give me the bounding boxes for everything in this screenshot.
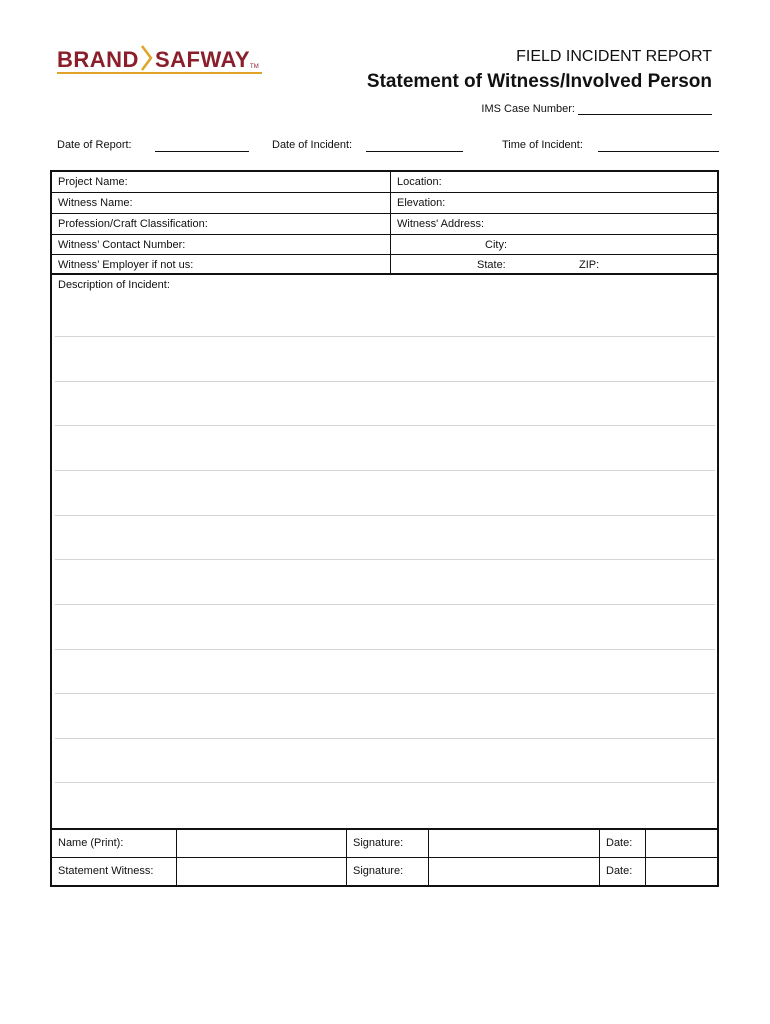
project-name-label: Project Name:: [58, 176, 128, 188]
description-box[interactable]: [50, 274, 719, 830]
date-label-2: Date:: [606, 865, 633, 877]
statement-witness-field[interactable]: [177, 858, 346, 885]
logo-trademark: TM: [250, 64, 259, 70]
writing-line: [55, 649, 715, 650]
signature-label-2: Signature:: [353, 865, 404, 877]
city-label: City:: [485, 239, 507, 251]
form-title: Statement of Witness/Involved Person: [366, 71, 712, 92]
name-print-field[interactable]: [177, 830, 346, 857]
date-of-incident-label: Date of Incident:: [272, 139, 353, 151]
logo-underline: [57, 72, 262, 74]
ims-case-number: [481, 103, 712, 115]
logo-safway-text: SAFWAY: [154, 47, 251, 72]
address-label: Witness' Address:: [397, 218, 485, 230]
date-of-incident-field[interactable]: [366, 151, 463, 152]
project-name-field[interactable]: [52, 172, 390, 192]
brand-logo: [57, 46, 259, 74]
profession-label: Profession/Craft Classification:: [58, 218, 208, 230]
employer-label: Witness’ Employer if not us:: [58, 259, 194, 271]
writing-line: [55, 515, 715, 516]
writing-line: [55, 693, 715, 694]
ims-case-number-field[interactable]: [578, 103, 712, 115]
zip-label: ZIP:: [579, 259, 600, 271]
signature-field-2[interactable]: [429, 858, 599, 885]
contact-number-field[interactable]: [52, 235, 390, 254]
writing-line: [55, 559, 715, 560]
contact-number-label: Witness’ Contact Number:: [58, 239, 186, 251]
signature-field-1[interactable]: [429, 830, 599, 857]
elevation-field[interactable]: [391, 193, 717, 213]
witness-name-label: Witness Name:: [58, 197, 133, 209]
writing-line: [55, 425, 715, 426]
state-label: State:: [477, 259, 506, 271]
statement-witness-label: Statement Witness:: [58, 865, 154, 877]
address-field[interactable]: [391, 214, 717, 234]
location-label: Location:: [397, 176, 442, 188]
signature-table: [50, 828, 719, 887]
date-field-1[interactable]: [646, 830, 717, 857]
date-field-2[interactable]: [646, 858, 717, 885]
city-field[interactable]: [391, 235, 717, 254]
time-of-incident-label: Time of Incident:: [502, 139, 583, 151]
writing-line: [55, 604, 715, 605]
time-of-incident-field[interactable]: [598, 151, 719, 152]
writing-line: [55, 381, 715, 382]
info-table: [50, 170, 719, 275]
writing-line: [55, 782, 715, 783]
ims-case-number-label: IMS Case Number:: [481, 103, 575, 115]
writing-line: [55, 336, 715, 337]
elevation-label: Elevation:: [397, 197, 446, 209]
location-field[interactable]: [391, 172, 717, 192]
employer-field[interactable]: [52, 255, 390, 274]
writing-line: [55, 738, 715, 739]
date-label-1: Date:: [606, 837, 633, 849]
logo-brand-text: BRAND: [57, 47, 139, 72]
profession-field[interactable]: [52, 214, 390, 234]
report-title: FIELD INCIDENT REPORT: [516, 48, 712, 65]
signature-label-1: Signature:: [353, 837, 404, 849]
name-print-label: Name (Print):: [58, 837, 124, 849]
logo-chevron-icon: [141, 45, 153, 76]
witness-name-field[interactable]: [52, 193, 390, 213]
writing-line: [55, 470, 715, 471]
date-of-report-field[interactable]: [155, 151, 249, 152]
description-label: Description of Incident:: [58, 279, 170, 291]
row-divider: [52, 857, 717, 858]
state-zip-field[interactable]: [391, 255, 717, 274]
date-of-report-label: Date of Report:: [57, 139, 132, 151]
